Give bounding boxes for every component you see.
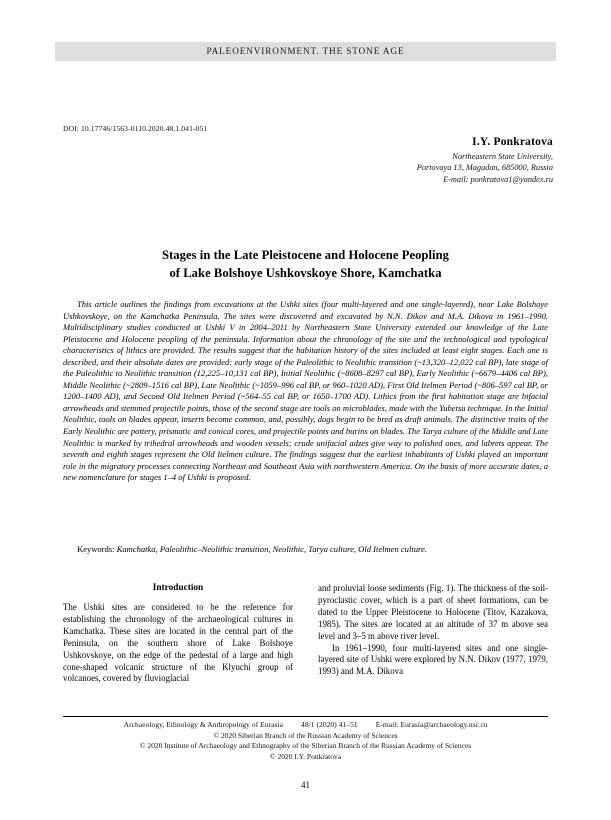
title-line-1: Stages in the Late Pleistocene and Holocene Peopling [162, 248, 449, 262]
keywords-text: Kamchatka, Paleolithic–Neolithic transition, Neolithic, Tarya culture, Old Itelmen culture. [116, 544, 427, 554]
footer-copyright-3: © 2020 I.Y. Ponkratova [269, 751, 342, 761]
abstract-text: This article outlines the findings from excavations at the Ushki sites (four multi-layered and one single-layered), near Lake Bolshoye Ushkovskoye, on the Kamchatka Peninsula. The sites were discovered and excavated by N.N. Dikov and M.A. Dikova in 1961–1990. Multidisciplinary studies conducted at Ushki V in 2004–2011 by Northeastern State University extended our knowledge of the Late Pleistocene and Holocene peopling of the peninsula. Information about the chronology of the site and the technological and typological characteristics of lithics are provided. The results suggest that the habitation history of the sites included at least eight stages. Each one is described, and their absolute dates are provided: early stage of the Paleolithic to Neolithic transition (~13,320–12,022 cal BP), late stage of the Paleolithic to Neolithic transition (12,225–10,131 cal BP), Initial Neolithic (~8608–8297 cal BP), Early Neolithic (~6679–4406 cal BP), Middle Neolithic (~2809–1516 cal BP), Late Neolithic (~1059–996 cal BP, or 960–1020 AD), First Old Itelmen Period (~806–597 cal BP, or 1200–1400 AD), and Second Old Itelmen Period (~564–55 cal BP, or 1650–1700 AD). Lithics from the first habitation stage are bifacial arrowheads and stemmed projectile points, those of the second stage are tools on microblades, made with the Yubetsu technique. In the Initial Neolithic, tools on blades appear, inserts become common, and, possibly, dogs begin to be bred as draft animals. The distinctive traits of the Early Neolithic are pottery, prismatic and conical cores, and projectile points and burins on blades. The Tarya culture of the Middle and Late Neolithic is marked by trihedral arrowheads and wooden vessels; crude unifacial adzes give way to polished ones, and labrets appear. The seventh and eighth stages represent the Old Itelmen culture. The findings suggest that the earliest inhabitants of Ushki played an important role in the migratory processes connecting Northeast and Southeast Asia with northwestern America. On the basis of more accurate dates, a new nomenclature for stages 1–4 of Ushki is proposed. [63, 299, 548, 483]
page-footer [63, 720, 548, 762]
footer-divider [63, 716, 548, 717]
paragraph-left-1: The Ushki sites are considered to be the reference for establishing the chronology of the archaeological cultures in Kamchatka. These sites are located in the central part of the Peninsula, on the southern shore of Lake Bolshoye Ushkovskoye, on the edge of the pedestal of a large and high cone-shaped volcanic structure of the Klyuchi group of volcanoes, covered by fluvioglacial [63, 602, 293, 684]
footer-copyright-2: © 2020 Institute of Archaeology and Ethnography of the Siberian Branch of the Russian Academy of Sciences [139, 741, 472, 751]
keywords-block [63, 544, 548, 556]
author-affiliation-line-1: Northeastern State University, [452, 152, 553, 161]
running-head-banner [55, 42, 556, 61]
keywords-label: Keywords: [77, 544, 115, 554]
footer-journal-name: Archaeology, Ethnology & Anthropology of Eurasia [123, 720, 284, 729]
body-column-left [63, 583, 293, 685]
footer-journal-line [63, 720, 548, 731]
author-block [223, 136, 553, 185]
title-line-2: of Lake Bolshoye Ushkovskoye Shore, Kamchatka [169, 265, 442, 280]
running-head-text: PALEOENVIRONMENT. THE STONE AGE [206, 46, 405, 56]
author-affiliation-line-2: Portovaya 13, Magadan, 685000, Russia [416, 163, 553, 173]
footer-email: E-mail: Eurasia@archaeology.nsc.ru [375, 720, 488, 729]
body-column-right [318, 583, 548, 678]
paragraph-right-1: and proluvial loose sediments (Fig. 1). The thickness of the soil-pyroclastic cover, which is a part of sheet formations, can be dated to the Upper Pleistocene to Holocene (Titov, Kazakova, 1985). The sites are located at an altitude of 37 m above sea level and 3–5 m above river level. [318, 583, 548, 641]
paragraph-right-2: In 1961–1990, four multi-layered sites and one single-layered site of Ushki were explored by N.N. Dikov (1977, 1979, 1993) and M.A. Dikova [318, 642, 548, 677]
page-number: 41 [301, 780, 310, 790]
section-heading-introduction: Introduction [152, 583, 204, 593]
doi-text: DOI: 10.17746/1563-0110.2020.48.1.041-051 [63, 124, 208, 133]
page-title [72, 247, 539, 282]
author-email-line: E-mail: ponkratova1@yandex.ru [443, 174, 553, 184]
author-name: I.Y. Ponkratova [472, 136, 553, 148]
footer-issue: 48/1 (2020) 41–51 [301, 720, 358, 729]
footer-copyright-1: © 2020 Siberian Branch of the Russian Academy of Sciences [213, 730, 398, 740]
